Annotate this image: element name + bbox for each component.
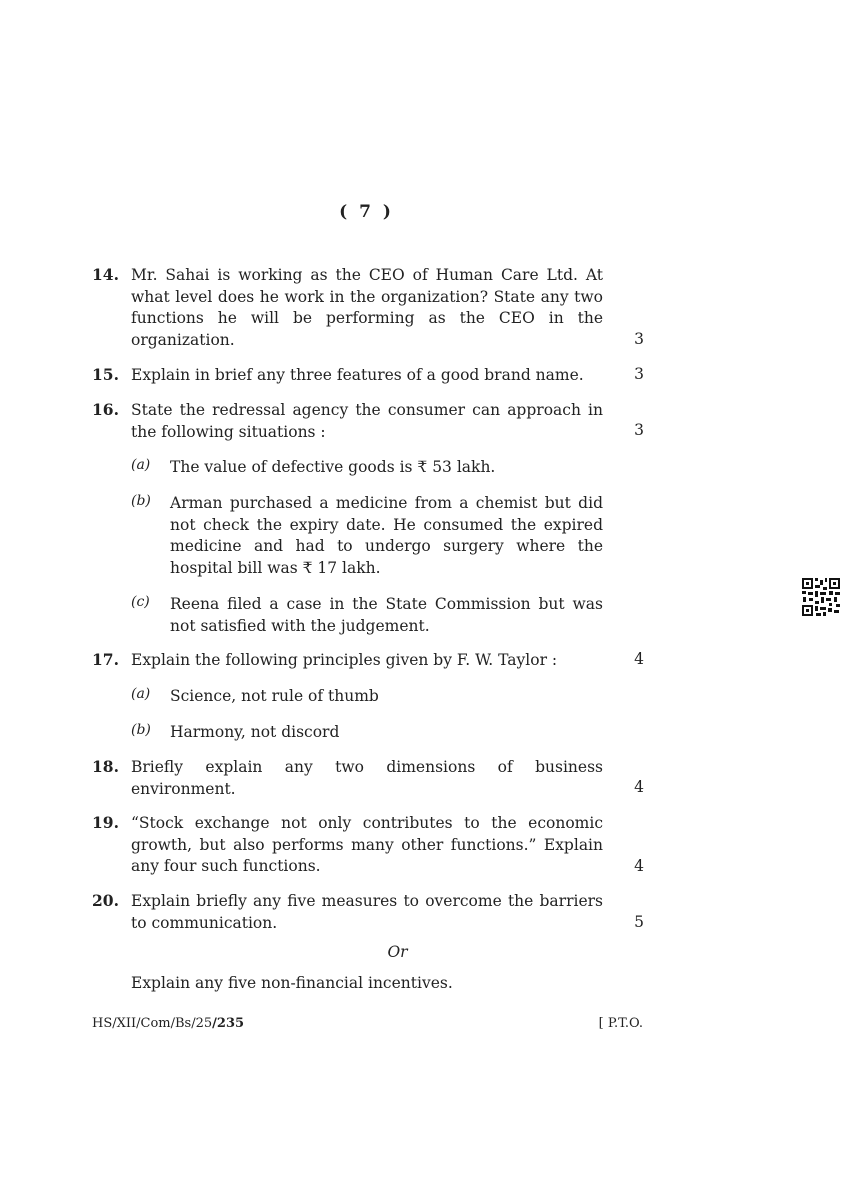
sub-label: (a) [131,686,151,702]
question-text: State the redressal agency the consumer can approach in the following situations : [131,401,603,441]
sub-text: Science, not rule of thumb [170,687,379,705]
question-number: 14. [92,265,119,284]
question-15 [92,365,644,387]
question-number: 20. [92,891,119,910]
sub-text: Harmony, not discord [170,723,340,741]
marks: 3 [634,421,644,439]
pto-label: [ P.T.O. [598,1016,643,1031]
sub-label: (a) [131,457,151,473]
marks: 3 [634,330,644,348]
sub-question-16b [131,493,603,579]
sub-text: Reena filed a case in the State Commission but was not satisfied with the judgement. [170,595,603,635]
page-number: ( 7 ) [339,202,394,222]
alternative-question: Explain any five non-financial incentives. [131,974,453,992]
question-number: 17. [92,650,119,669]
sub-text: The value of defective goods is ₹ 53 lakh. [170,458,496,476]
marks: 4 [634,857,644,875]
question-text: Mr. Sahai is working as the CEO of Human Care Ltd. At what level does he work in the organization? State any two functions he will be performing as the CEO in the organization. [131,266,603,349]
sub-label: (b) [131,722,151,738]
sub-question-17b [131,722,603,744]
marks: 3 [634,365,644,383]
sub-question-17a [131,686,603,708]
sub-label: (b) [131,493,151,509]
sub-question-16c [131,594,603,637]
question-number: 18. [92,757,119,776]
question-16 [92,400,644,443]
question-text: Briefly explain any two dimensions of business environment. [131,758,603,798]
marks: 5 [634,913,644,931]
question-number: 15. [92,365,119,384]
question-number: 16. [92,400,119,419]
paper-code-prefix: HS/XII/Com/Bs/25 [92,1016,213,1031]
question-text: “Stock exchange not only contributes to the economic growth, but also performs many other functions.” Explain any four such functions. [131,814,603,876]
marks: 4 [634,778,644,796]
question-14 [92,265,644,351]
question-number: 19. [92,813,119,832]
sub-question-16a [131,457,603,479]
paper-code [92,1016,244,1031]
paper-code-suffix: /235 [212,1016,245,1031]
or-separator: Or [387,943,408,961]
question-17 [92,650,644,672]
marks: 4 [634,650,644,668]
question-text: Explain briefly any five measures to overcome the barriers to communication. [131,892,603,932]
question-text: Explain in brief any three features of a good brand name. [131,366,584,384]
question-text: Explain the following principles given by F. W. Taylor : [131,651,558,669]
sub-label: (c) [131,594,150,610]
question-18 [92,757,644,800]
qr-code-icon [801,577,841,617]
question-19 [92,813,644,878]
sub-text: Arman purchased a medicine from a chemist but did not check the expiry date. He consumed the expired medicine and had to undergo surgery where the hospital bill was ₹ 17 lakh. [170,494,603,577]
question-20 [92,891,644,934]
